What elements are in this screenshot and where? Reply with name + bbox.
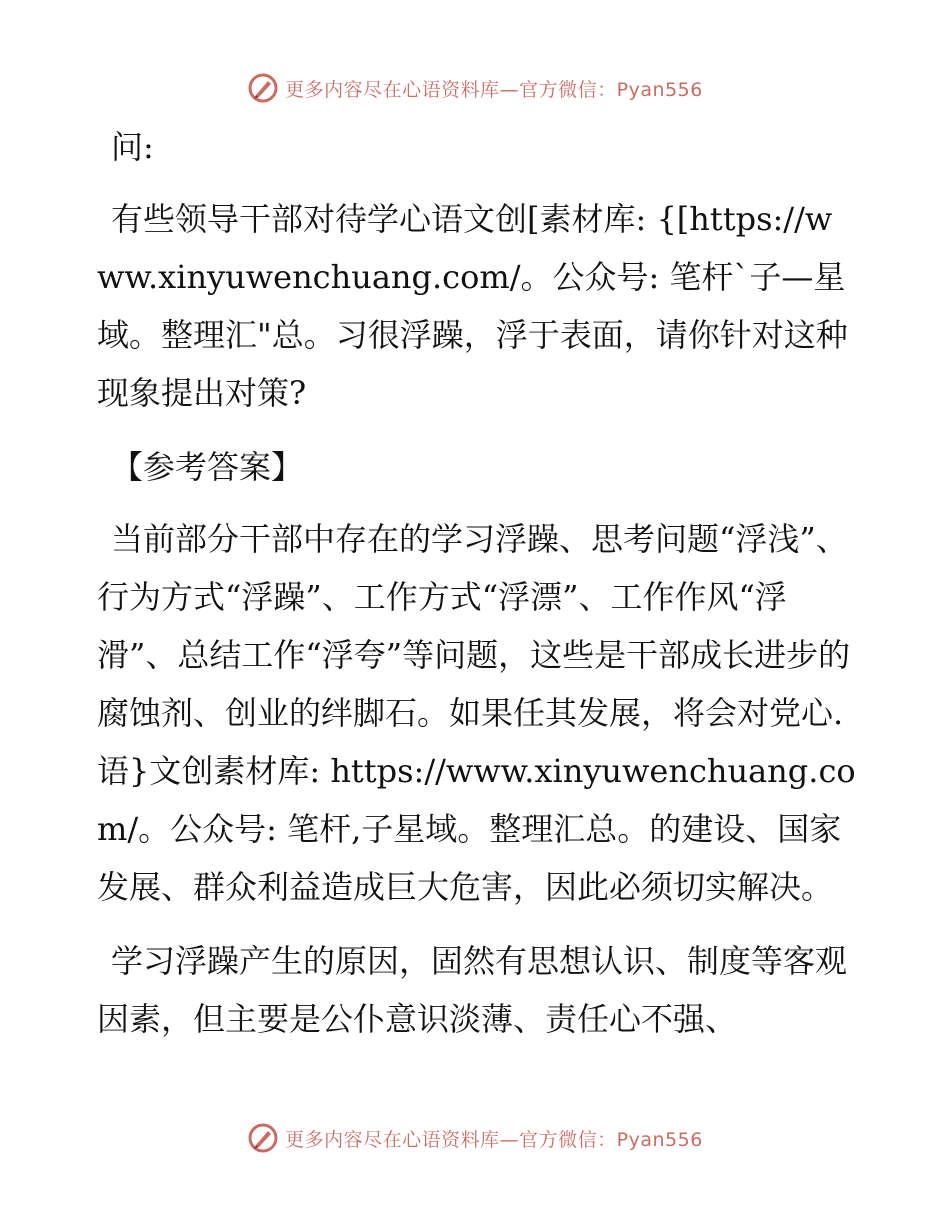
answer-paragraph-2: 学习浮躁产生的原因，固然有思想认识、制度等客观因素，但主要是公仆意识淡薄、责任心不强、 bbox=[97, 942, 848, 1038]
footer-watermark-text: 更多内容尽在心语资料库—官方微信：Pyan556 bbox=[285, 1128, 703, 1151]
document-body bbox=[97, 118, 857, 1064]
pen-logo-icon bbox=[247, 1122, 279, 1154]
question-label: 问: bbox=[111, 128, 154, 166]
question-text: 有些领导干部对待学心语文创[素材库: {[https://www.xinyuwenchuang.com/。公众号: 笔杆`子—星域。整理汇"总。习很浮躁，浮于表面，请你针对这种现象提出对策? bbox=[97, 200, 848, 412]
footer-watermark bbox=[0, 1122, 950, 1154]
header-watermark-text: 更多内容尽在心语资料库—官方微信：Pyan556 bbox=[285, 78, 703, 101]
pen-logo-icon bbox=[247, 72, 279, 104]
header-watermark bbox=[0, 72, 950, 104]
answer-label: 【参考答案】 bbox=[111, 448, 304, 486]
answer-paragraph-1: 当前部分干部中存在的学习浮躁、思考问题“浮浅”、行为方式“浮躁”、工作方式“浮漂”、工作作风“浮滑”、总结工作“浮夸”等问题，这些是干部成长进步的腐蚀剂、创业的绊脚石。如果任其发展，将会对党心.语}文创素材库: https://www.xinyuwenchuang.com/。公众号: 笔杆,子星域。整理汇总。的建设、国家发展、群众利益造成巨大危害，因此必须切实解决。 bbox=[97, 520, 856, 906]
